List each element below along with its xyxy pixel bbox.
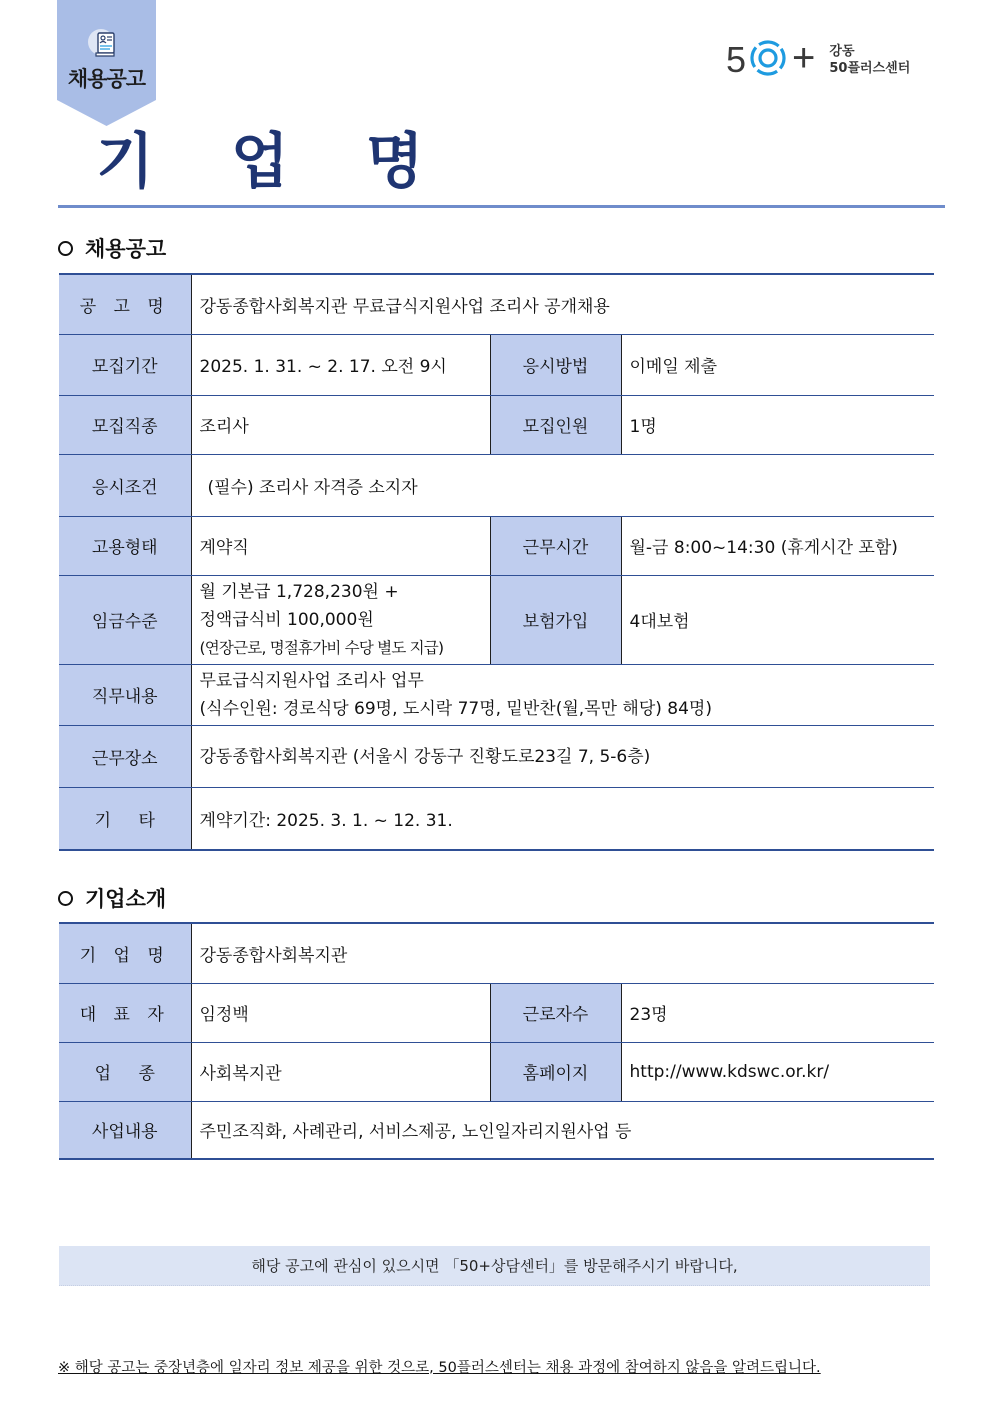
duties-line: (식수인원: 경로식당 69명, 도시락 77명, 밑반찬(월,목만 해당) 84명) — [199, 698, 712, 719]
duties-line: 무료급식지원사업 조리사 업무 — [199, 670, 424, 691]
recruitment-badge — [57, 0, 156, 126]
workplace-value: 강동종합사회복지관 (서울시 강동구 진황도로23길 7, 5-6층) — [191, 725, 934, 787]
row-label: 응시조건 — [59, 454, 191, 516]
table-row — [59, 983, 934, 1042]
employees-value: 23명 — [621, 983, 934, 1042]
row-label: 보험가입 — [490, 575, 621, 664]
row-label: 모집인원 — [490, 395, 621, 454]
industry-value: 사회복지관 — [191, 1042, 490, 1101]
row-label: 기 업 명 — [59, 923, 191, 983]
badge-label: 채용공고 — [67, 67, 146, 91]
circle-bullet-icon — [58, 241, 73, 256]
table-row — [59, 664, 934, 725]
insurance-value: 4대보험 — [621, 575, 934, 664]
section-title: 기업소개 — [85, 887, 167, 911]
employment-type-value: 계약직 — [191, 516, 490, 575]
table-row — [59, 274, 934, 334]
row-label: 모집기간 — [59, 334, 191, 395]
job-type-value: 조리사 — [191, 395, 490, 454]
title-divider — [58, 205, 945, 208]
ceo-value: 임정백 — [191, 983, 490, 1042]
table-row — [59, 787, 934, 850]
etc-value: 계약기간: 2025. 3. 1. ~ 12. 31. — [191, 787, 934, 850]
business-value: 주민조직화, 사례관리, 서비스제공, 노인일자리지원사업 등 — [191, 1101, 934, 1159]
salary-line: (연장근로, 명절휴가비 수당 별도 지급) — [199, 638, 444, 657]
row-label: 근로자수 — [490, 983, 621, 1042]
requirements-value: (필수) 조리사 자격증 소지자 — [191, 454, 934, 516]
table-row — [59, 395, 934, 454]
row-label: 고용형태 — [59, 516, 191, 575]
table-row — [59, 923, 934, 983]
row-label: 모집직종 — [59, 395, 191, 454]
company-name-value: 강동종합사회복지관 — [191, 923, 934, 983]
notice-bar: 해당 공고에 관심이 있으시면 「50+상담센터」를 방문해주시기 바랍니다, — [59, 1246, 930, 1286]
period-value: 2025. 1. 31. ~ 2. 17. 오전 9시 — [191, 334, 490, 395]
section-heading-recruitment — [58, 233, 166, 263]
duties-value — [191, 664, 934, 725]
row-label: 업 종 — [59, 1042, 191, 1101]
resume-scroll-icon — [87, 28, 123, 60]
homepage-link[interactable]: http://www.kdswc.or.kr/ — [621, 1042, 934, 1101]
company-table — [59, 922, 934, 1160]
row-label: 근무시간 — [490, 516, 621, 575]
headcount-value: 1명 — [621, 395, 934, 454]
page-title: 기 업 명 — [96, 127, 452, 197]
table-row — [59, 1101, 934, 1159]
salary-line: 월 기본급 1,728,230원 + — [199, 581, 399, 602]
row-label: 임금수준 — [59, 575, 191, 664]
logo-number: 5 — [726, 39, 747, 80]
work-hours-value: 월-금 8:00~14:30 (휴게시간 포함) — [621, 516, 934, 575]
table-row — [59, 575, 934, 664]
salary-value — [191, 575, 490, 664]
row-label: 기 타 — [59, 787, 191, 850]
table-row — [59, 725, 934, 787]
salary-line: 정액급식비 100,000원 — [199, 609, 374, 630]
logo-line-2: 50플러스센터 — [829, 61, 911, 76]
table-row — [59, 334, 934, 395]
row-label: 근무장소 — [59, 725, 191, 787]
row-label: 사업내용 — [59, 1101, 191, 1159]
table-row — [59, 516, 934, 575]
logo-line-1: 강동 — [829, 44, 855, 59]
section-title: 채용공고 — [85, 237, 167, 261]
circle-bullet-icon — [58, 891, 73, 906]
table-row — [59, 454, 934, 516]
notice-name-value: 강동종합사회복지관 무료급식지원사업 조리사 공개채용 — [191, 274, 934, 334]
recruitment-table — [59, 273, 934, 851]
footnote: ※ 해당 공고는 중장년층에 일자리 정보 제공을 위한 것으로, 50플러스센터는 채용 과정에 참여하지 않음을 알려드립니다. — [58, 1360, 821, 1376]
row-label: 응시방법 — [490, 334, 621, 395]
section-heading-company — [58, 883, 166, 913]
row-label: 공 고 명 — [59, 274, 191, 334]
table-row — [59, 1042, 934, 1101]
target-ring-icon — [748, 38, 788, 82]
row-label: 홈페이지 — [490, 1042, 621, 1101]
logo-text — [829, 43, 910, 77]
gangdong-50plus-logo — [726, 38, 910, 82]
row-label: 대 표 자 — [59, 983, 191, 1042]
logo-plus: + — [792, 36, 816, 80]
apply-method-value: 이메일 제출 — [621, 334, 934, 395]
row-label: 직무내용 — [59, 664, 191, 725]
